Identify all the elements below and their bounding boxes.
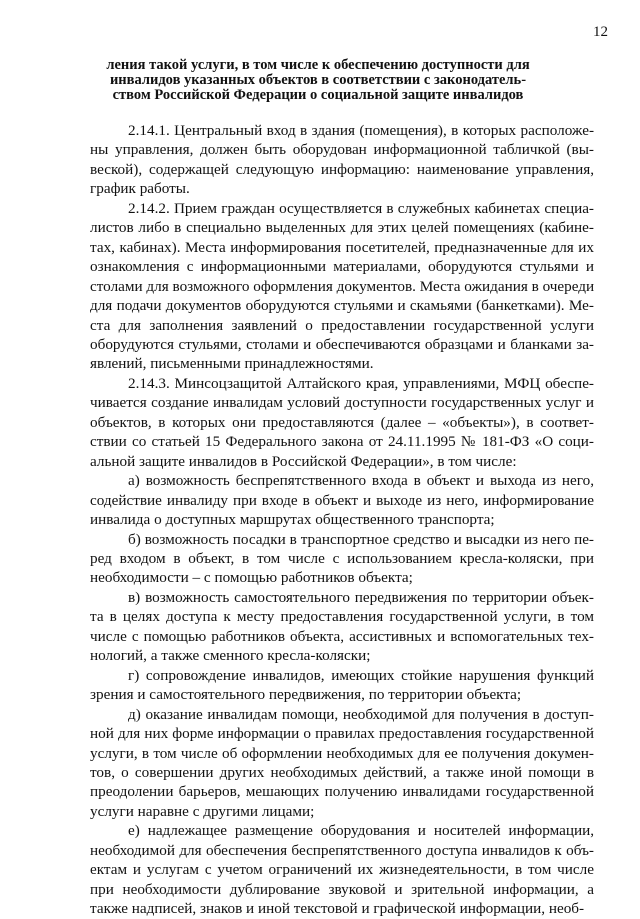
paragraph-line: ред входом в объект, в том числе с использованием кресла-коляски, при (90, 549, 594, 567)
paragraph (90, 471, 594, 529)
paragraph-line: оборудуются стульями, столами и обеспечиваются образцами и бланками за- (90, 335, 594, 353)
paragraph-line: зрения и самостоятельного передвижения, по территории объекта; (90, 686, 522, 704)
paragraph-line: 2.14.3. Минсоцзащитой Алтайского края, управлениями, МФЦ обеспе- (128, 374, 594, 392)
paragraph-line: нологий, а также сменного кресла-коляски; (90, 647, 371, 665)
paragraph-line: объектов, в которых они предоставляются (далее – «объекты»), в соответ- (90, 413, 594, 431)
paragraph-line: услуги наравне с другими лицами; (90, 802, 315, 820)
document-body (90, 121, 594, 919)
paragraph (90, 374, 594, 471)
page-number: 12 (593, 24, 608, 40)
paragraph-line: тах, кабинах). Места информирования посетителей, предназначенные для их (90, 238, 594, 256)
heading-line: ления такой услуги, в том числе к обеспечению доступности для (106, 58, 530, 73)
paragraph (90, 121, 594, 199)
paragraph-line: та в целях доступа к месту предоставления государственной услуги, в том (90, 608, 594, 626)
paragraph-line: инвалида о доступных маршрутах общественного транспорта; (90, 511, 495, 529)
paragraph-line: ста для заполнения заявлений о предоставлении государственной услуги (90, 316, 594, 334)
paragraph-line: ствии со статьей 15 Федерального закона от 24.11.1995 № 181-ФЗ «О соци- (90, 433, 594, 451)
paragraph-line: числе с помощью работников объекта, ассистивных и вспомогательных тех- (90, 627, 594, 645)
paragraph-line: ной для них форме информации о правилах предоставления государственной (90, 725, 594, 743)
paragraph (90, 705, 594, 822)
paragraph-line: г) сопровождение инвалидов, имеющих стойкие нарушения функций (128, 666, 594, 684)
paragraph-line: д) оказание инвалидам помощи, необходимой для получения в доступ- (128, 705, 594, 723)
paragraph (90, 199, 594, 374)
paragraph-line: ознакомления с информационными материалами, оборудуются стульями и (90, 258, 594, 276)
paragraph-line: 2.14.1. Центральный вход в здания (помещения), в которых расположе- (128, 122, 594, 139)
paragraph-line: столами для возможного оформления документов. Места ожидания в очереди (90, 277, 594, 295)
paragraph-line: при необходимости дублирование звуковой и зрительной информации, а (90, 880, 594, 898)
paragraph-line: е) надлежащее размещение оборудования и носителей информации, (128, 822, 594, 840)
paragraph-line: веской), содержащей следующую информацию: наименование управления, (90, 160, 594, 178)
paragraph-line: для подачи документов оборудуются стульями и скамьями (банкетками). Ме- (90, 297, 594, 315)
paragraph-line: чивается создание инвалидам условий доступности государственных услуг и (90, 394, 594, 412)
paragraph-line: ны управления, должен быть оборудован информационной табличкой (вы- (90, 141, 594, 159)
paragraph-line: а) возможность беспрепятственного входа в объект и выхода из него, (128, 472, 594, 490)
paragraph-line: содействие инвалиду при входе в объект и выходе из него, информирование (90, 491, 594, 509)
paragraph (90, 588, 594, 666)
paragraph-line: явлений, письменными принадлежностями. (90, 355, 374, 373)
paragraph-line: листов либо в специально выделенных для этих целей помещениях (кабине- (90, 219, 594, 237)
paragraph (90, 821, 594, 918)
paragraph-line: также надписей, знаков и иной текстовой и графической информации, необ- (90, 900, 585, 918)
paragraph-line: график работы. (90, 180, 190, 198)
paragraph (90, 530, 594, 588)
paragraph-line: тов, о совершении других необходимых действий, а также иной помощи в (90, 763, 594, 781)
paragraph-line: ектам и услугам с учетом ограничений их жизнедеятельности, в том числе (90, 861, 594, 879)
paragraph-line: необходимой для обеспечения беспрепятственного доступа инвалидов к объ- (90, 841, 594, 859)
paragraph-line: б) возможность посадки в транспортное средство и высадки из него пе- (128, 530, 594, 548)
section-heading-continuation (90, 58, 546, 103)
paragraph-line: услуги, в том числе об оформлении необходимых для ее получения докумен- (90, 744, 594, 762)
paragraph-line: альной защите инвалидов в Российской Федерации», в том числе: (90, 452, 517, 470)
paragraph (90, 666, 594, 705)
paragraph-line: преодолении барьеров, мешающих получению инвалидами государственной (90, 783, 594, 801)
heading-line: инвалидов указанных объектов в соответствии с законодатель- (109, 73, 527, 88)
paragraph-line: 2.14.2. Прием граждан осуществляется в служебных кабинетах специа- (128, 199, 594, 217)
heading-line: ством Российской Федерации о социальной защите инвалидов (112, 88, 524, 103)
paragraph-line: необходимости – с помощью работников объекта; (90, 569, 413, 587)
paragraph-line: в) возможность самостоятельного передвижения по территории объек- (128, 588, 594, 606)
